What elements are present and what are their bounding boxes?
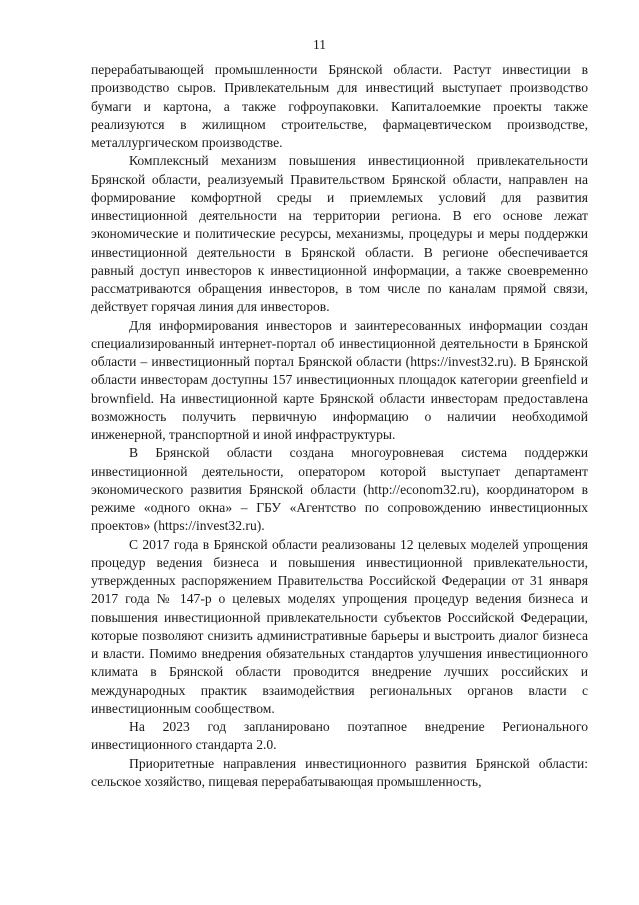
paragraph-1: перерабатывающей промышленности Брянской области. Растут инвестиции в производство сыров. Привлекательным для инвестиций выступает производство бумаги и картона, а также гофроупаковки. Капиталоемкие проекты также реализуются в жилищном строительстве, фармацевтическом производстве, металлургическом производстве. [91, 62, 588, 150]
paragraph-2: Комплексный механизм повышения инвестиционной привлекательности Брянской области, реализуемый Правительством Брянской области, направлен на формирование комфортной среды и приемлемых условий для развития инвестиционной деятельности на территории региона. В его основе лежат экономические и политические ресурсы, механизмы, процедуры и меры поддержки инвестиционной деятельности в Брянской области. В регионе обеспечивается равный доступ инвесторов к инвестиционной информации, а также своевременно рассматриваются обращения инвесторов, в том числе по каналам прямой связи, действует горячая линия для инвесторов. [91, 153, 588, 315]
document-body [91, 61, 588, 791]
paragraph-7: Приоритетные направления инвестиционного развития Брянской области: сельское хозяйство, пищевая перерабатывающая промышленность, [91, 755, 588, 789]
paragraph-6: На 2023 год запланировано поэтапное внедрение Регионального инвестиционного стандарта 2.0. [91, 719, 588, 753]
paragraph-5: С 2017 года в Брянской области реализованы 12 целевых моделей упрощения процедур ведения бизнеса и повышения инвестиционной привлекательности, утвержденных распоряжением Правительства Российской Федерации от 31 января 2017 года № 147-р о целевых моделях упрощения процедур ведения бизнеса и повышения инвестиционной привлекательности субъектов Российской Федерации, которые позволяют снизить административные барьеры и выстроить диалог бизнеса и власти. Помимо внедрения обязательных стандартов улучшения инвестиционного климата в Брянской области проводится внедрение лучших российских и международных практик взаимодействия региональных органов власти с инвестиционным сообществом. [91, 536, 588, 716]
page-number: 11 [313, 37, 326, 52]
paragraph-3: Для информирования инвесторов и заинтересованных информации создан специализированный интернет-портал об инвестиционной деятельности в Брянской области – инвестиционный портал Брянской области (https://invest32.ru). В Брянской области инвесторам доступны 157 инвестиционных площадок категории greenfield и brownfield. На инвестиционной карте Брянской области инвесторам предоставлена возможность получить первичную информацию о наличии необходимой инженерной, транспортной и иной инфраструктуры. [91, 317, 588, 442]
paragraph-4: В Брянской области создана многоуровневая система поддержки инвестиционной деятельности, оператором которой выступает департамент экономического развития Брянской области (http://econom32.ru), координатором в режиме «одного окна» – ГБУ «Агентство по сопровождению инвестиционных проектов» (https://invest32.ru). [91, 445, 588, 534]
